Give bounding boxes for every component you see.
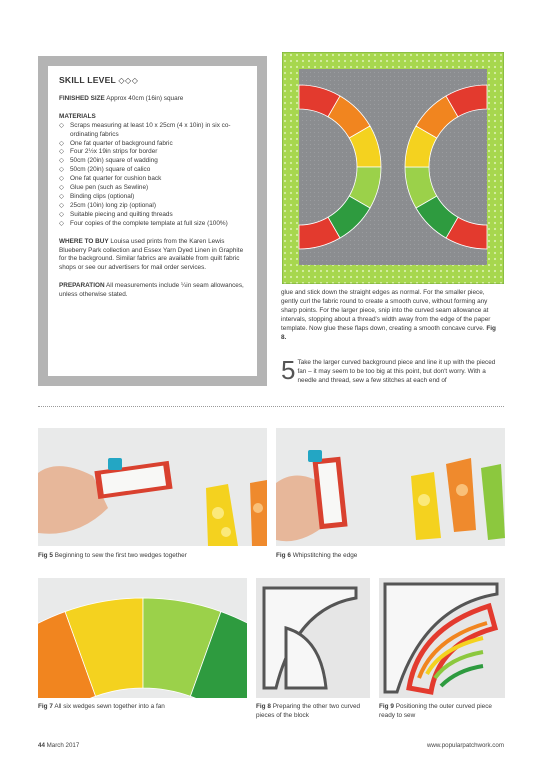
finished-size-label: FINISHED SIZE — [59, 94, 105, 102]
preparation-text: All measurements include ¼in seam allowances, unless otherwise stated. — [59, 282, 244, 299]
body-paragraph-fig-ref: Fig 8. — [281, 324, 496, 341]
materials-item: ◇ 50cm (20in) square of calico — [59, 166, 247, 175]
fig7-label: Fig 7 — [38, 703, 53, 710]
fig8-photo — [256, 578, 370, 698]
finished-size-value: Approx 40cm (16in) square — [106, 94, 184, 102]
materials-item: ◇ Binding clips (optional) — [59, 193, 247, 202]
finished-size — [59, 95, 247, 104]
fig9-photo — [379, 578, 505, 698]
body-paragraph-text: glue and stick down the straight edges as normal. For the smaller piece, gently curl the fabric round to create a smooth curve, without forming any sharp points. For the larger piece, snip into the curved seam allowance at intervals, stopping about a thread's width away from the edge of the paper template. Now glue these flaps down, creating a smooth concave curve. — [281, 289, 491, 332]
skill-level-panel — [48, 66, 257, 376]
fig9-label: Fig 9 — [379, 703, 394, 710]
step-5 — [281, 355, 503, 386]
where-to-buy — [59, 238, 247, 274]
fig5-text: Beginning to sew the first two wedges together — [54, 552, 187, 559]
footer-left — [38, 742, 79, 749]
fig6-label: Fig 6 — [276, 552, 291, 559]
body-paragraph — [281, 289, 503, 342]
fig5-photo — [38, 428, 267, 546]
materials-item: ◇ Scraps measuring at least 10 x 25cm (4 x 10in) in six co-ordinating fabrics — [59, 122, 247, 140]
fig8-text: Preparing the other two curved pieces of the block — [256, 703, 361, 719]
fig5-caption — [38, 552, 267, 561]
fig6-text: Whipstitching the edge — [292, 552, 358, 559]
materials-item: ◇ One fat quarter of background fabric — [59, 140, 247, 149]
footer-url: www.popularpatchwork.com — [426, 742, 504, 749]
fig8-label: Fig 8 — [256, 703, 271, 710]
cushion-photo — [282, 52, 504, 284]
page-number: 44 — [38, 742, 45, 749]
materials-item: ◇ Suitable piecing and quilting threads — [59, 211, 247, 220]
where-to-buy-text: Louisa used prints from the Karen Lewis Blueberry Park collection and Essex Yarn Dyed Linen in Graphite for the background. Similar fabrics are available from quilt fabric shops or see our advertisers for mail order services. — [59, 237, 244, 272]
materials-list — [59, 122, 247, 229]
fig7-text: All six wedges sewn together into a fan — [54, 703, 165, 710]
fig6-photo — [276, 428, 505, 546]
materials-item: ◇ 25cm (10in) long zip (optional) — [59, 202, 247, 211]
step-5-number: 5 — [281, 355, 296, 385]
fig9-caption — [379, 703, 505, 720]
fig8-caption — [256, 703, 370, 720]
step-5-text: Take the larger curved background piece and line it up with the pieced fan – it may seem to be too big at this point, but don't worry. With a needle and thread, sew a few stitches at each end of — [297, 359, 496, 384]
section-divider — [38, 406, 504, 407]
materials-heading: MATERIALS — [59, 112, 96, 120]
skill-level-title: SKILL LEVEL — [59, 75, 116, 85]
materials-item: ◇ 50cm (20in) square of wadding — [59, 157, 247, 166]
skill-level-box — [38, 56, 267, 386]
materials-item: ◇ One fat quarter for cushion back — [59, 175, 247, 184]
preparation — [59, 282, 247, 300]
fig6-caption — [276, 552, 505, 561]
fig9-text: Positioning the outer curved piece ready to sew — [379, 703, 492, 719]
skill-level-heading — [59, 76, 247, 86]
preparation-label: PREPARATION — [59, 282, 105, 290]
issue-date: March 2017 — [46, 742, 80, 749]
materials-item: ◇ Glue pen (such as Sewline) — [59, 184, 247, 193]
materials-item: ◇ Four 2½x 19in strips for border — [59, 148, 247, 157]
skill-level-diamonds: ◇◇◇ — [118, 76, 139, 85]
fig7-caption — [38, 703, 247, 712]
fig7-photo — [38, 578, 247, 698]
where-to-buy-label: WHERE TO BUY — [59, 237, 109, 245]
materials-item: ◇ Four copies of the complete template at full size (100%) — [59, 220, 247, 229]
fig5-label: Fig 5 — [38, 552, 53, 559]
